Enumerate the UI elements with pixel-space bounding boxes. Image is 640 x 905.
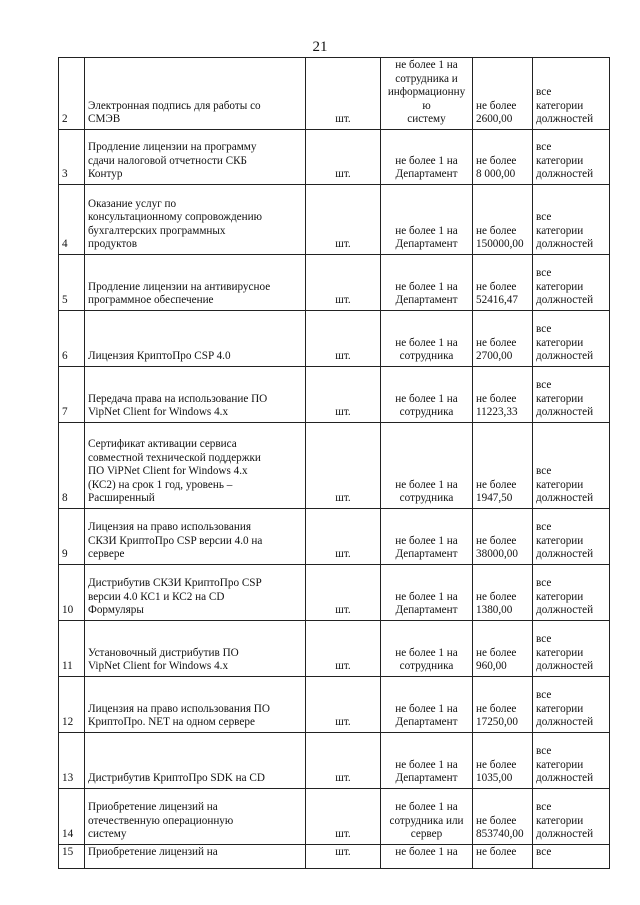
category: все категории должностей — [533, 620, 610, 676]
unit: шт. — [306, 184, 381, 254]
table-row — [59, 254, 610, 310]
item-name: Лицензия КриптоПро CSP 4.0 — [85, 310, 306, 366]
page-number: 21 — [312, 39, 328, 55]
item-name: Оказание услуг по консультационному сопровождению бухгалтерских программных продуктов — [85, 184, 306, 254]
table-row — [59, 844, 610, 868]
item-name: Дистрибутив КриптоПро SDK на CD — [85, 732, 306, 788]
price: не более 960,00 — [473, 620, 533, 676]
row-number: 12 — [59, 676, 85, 732]
item-name: Передача права на использование ПО VipNet Client for Windows 4.x — [85, 366, 306, 422]
unit: шт. — [306, 788, 381, 844]
unit: шт. — [306, 676, 381, 732]
table-row — [59, 366, 610, 422]
item-name: Приобретение лицензий на — [85, 844, 306, 868]
category: все категории должностей — [533, 788, 610, 844]
quantity: не более 1 на Департамент — [381, 184, 473, 254]
quantity: не более 1 на сотрудника — [381, 310, 473, 366]
unit: шт. — [306, 620, 381, 676]
price: не более 2700,00 — [473, 310, 533, 366]
row-number: 13 — [59, 732, 85, 788]
price: не более 17250,00 — [473, 676, 533, 732]
item-name: Лицензия на право использования ПО КриптоПро. NET на одном сервере — [85, 676, 306, 732]
price: не более 150000,00 — [473, 184, 533, 254]
item-name: Установочный дистрибутив ПО VipNet Client for Windows 4.x — [85, 620, 306, 676]
price: не более 11223,33 — [473, 366, 533, 422]
price: не более 1035,00 — [473, 732, 533, 788]
category: все категории должностей — [533, 184, 610, 254]
item-name: Лицензия на право использования СКЗИ КриптоПро CSP версии 4.0 на сервере — [85, 508, 306, 564]
unit: шт. — [306, 366, 381, 422]
table-row — [59, 422, 610, 508]
table-row — [59, 310, 610, 366]
row-number: 10 — [59, 564, 85, 620]
quantity: не более 1 на Департамент — [381, 129, 473, 184]
quantity: не более 1 на Департамент — [381, 732, 473, 788]
row-number: 5 — [59, 254, 85, 310]
price: не более 52416,47 — [473, 254, 533, 310]
item-name: Продление лицензии на программу сдачи налоговой отчетности СКБ Контур — [85, 129, 306, 184]
quantity: не более 1 на Департамент — [381, 508, 473, 564]
table-row — [59, 676, 610, 732]
item-name: Электронная подпись для работы со СМЭВ — [85, 58, 306, 130]
table-row — [59, 564, 610, 620]
quantity: не более 1 на Департамент — [381, 564, 473, 620]
unit: шт. — [306, 254, 381, 310]
category: все категории должностей — [533, 254, 610, 310]
row-number: 8 — [59, 422, 85, 508]
price: не более 1947,50 — [473, 422, 533, 508]
row-number: 15 — [59, 844, 85, 868]
unit: шт. — [306, 58, 381, 130]
row-number: 6 — [59, 310, 85, 366]
unit: шт. — [306, 129, 381, 184]
unit: шт. — [306, 422, 381, 508]
quantity: не более 1 на Департамент — [381, 676, 473, 732]
price: не более 8 000,00 — [473, 129, 533, 184]
row-number: 7 — [59, 366, 85, 422]
quantity: не более 1 на сотрудника — [381, 620, 473, 676]
category: все категории должностей — [533, 310, 610, 366]
table-row — [59, 620, 610, 676]
quantity: не более 1 на сотрудника — [381, 366, 473, 422]
row-number: 3 — [59, 129, 85, 184]
category: все — [533, 844, 610, 868]
software-norms-table — [58, 57, 610, 869]
quantity: не более 1 на — [381, 844, 473, 868]
category: все категории должностей — [533, 564, 610, 620]
item-name: Продление лицензии на антивирусное программное обеспечение — [85, 254, 306, 310]
price: не более 853740,00 — [473, 788, 533, 844]
unit: шт. — [306, 732, 381, 788]
category: все категории должностей — [533, 366, 610, 422]
unit: шт. — [306, 508, 381, 564]
category: все категории должностей — [533, 58, 610, 130]
category: все категории должностей — [533, 732, 610, 788]
price: не более — [473, 844, 533, 868]
table-row — [59, 184, 610, 254]
price: не более 1380,00 — [473, 564, 533, 620]
row-number: 14 — [59, 788, 85, 844]
unit: шт. — [306, 844, 381, 868]
unit: шт. — [306, 564, 381, 620]
quantity: не более 1 на сотрудника — [381, 422, 473, 508]
table-row — [59, 732, 610, 788]
table-row — [59, 508, 610, 564]
quantity: не более 1 на сотрудника или сервер — [381, 788, 473, 844]
table-row — [59, 788, 610, 844]
quantity: не более 1 на сотрудника и информационную систему — [381, 58, 473, 130]
row-number: 11 — [59, 620, 85, 676]
row-number: 9 — [59, 508, 85, 564]
item-name: Сертификат активации сервиса совместной технической поддержки ПО ViPNet Client for Windows 4.x (КС2) на срок 1 год, уровень – Расширенный — [85, 422, 306, 508]
item-name: Приобретение лицензий на отечественную операционную систему — [85, 788, 306, 844]
item-name: Дистрибутив СКЗИ КриптоПро CSP версии 4.0 КС1 и КС2 на CD Формуляры — [85, 564, 306, 620]
price: не более 38000,00 — [473, 508, 533, 564]
category: все категории должностей — [533, 508, 610, 564]
quantity: не более 1 на Департамент — [381, 254, 473, 310]
unit: шт. — [306, 310, 381, 366]
category: все категории должностей — [533, 422, 610, 508]
row-number: 2 — [59, 58, 85, 130]
price: не более 2600,00 — [473, 58, 533, 130]
table-row — [59, 129, 610, 184]
category: все категории должностей — [533, 129, 610, 184]
row-number: 4 — [59, 184, 85, 254]
table-row — [59, 58, 610, 130]
category: все категории должностей — [533, 676, 610, 732]
